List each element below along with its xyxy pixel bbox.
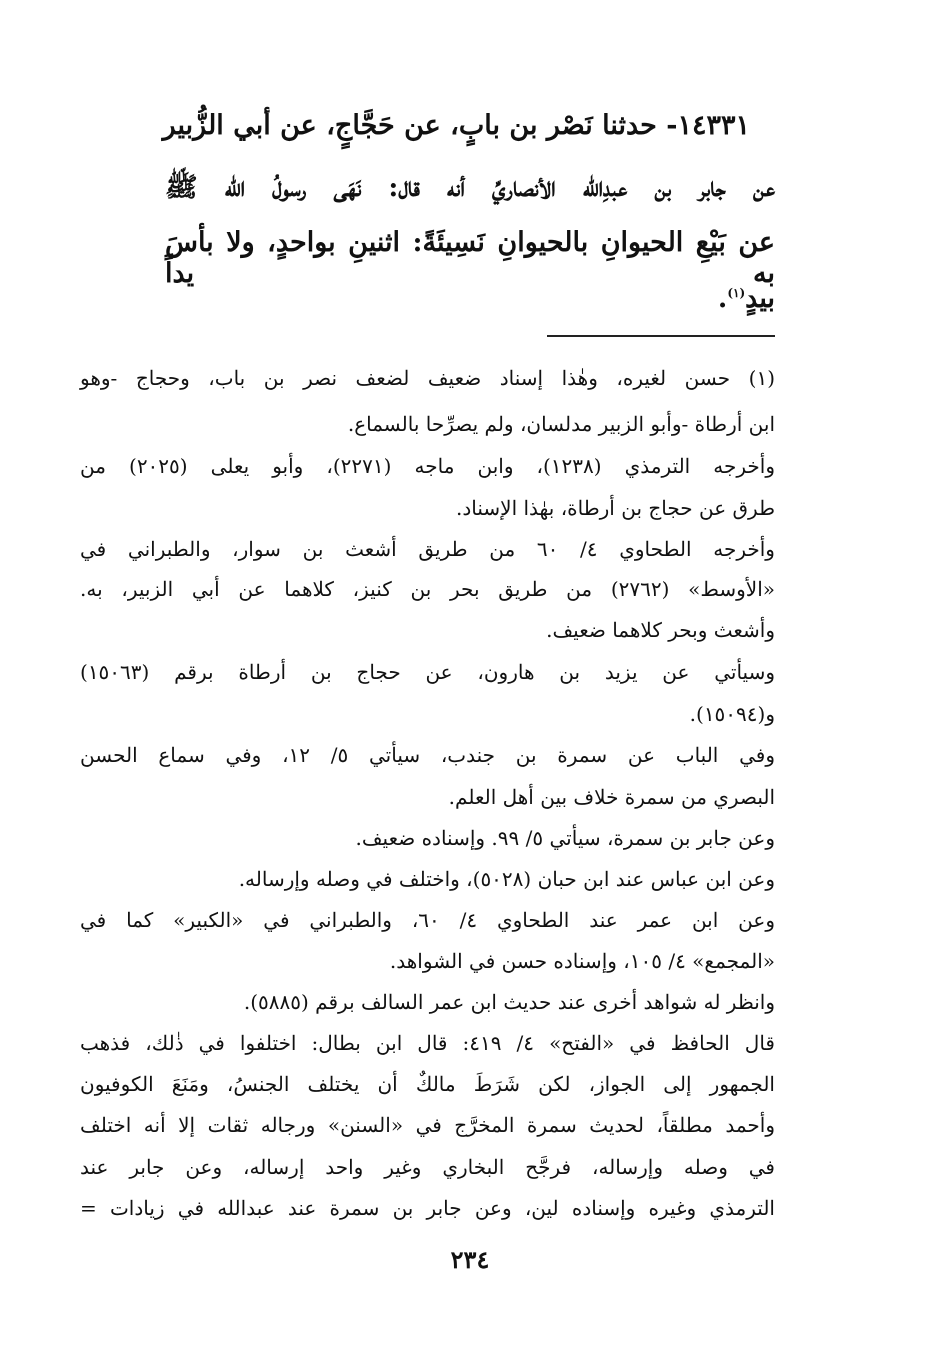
hadith-line-2: عن جابر بن عبدِالله الأنصاريِّ أنه قال: نَهَى رسولُ الله ﷺ [165,172,775,203]
footnote-line-14: وعن ابن عمر عند الطحاوي ٤/ ٦٠، والطبراني في «الكبير» كما في [80,908,775,932]
footnote-line-8: وسيأتي عن يزيد بن هارون، عن حجاج بن أرطاة برقم (١٥٠٦٣) [80,660,775,684]
footnote-line-4: طرق عن حجاج بن أرطاة، بهٰذا الإسناد. [456,496,775,520]
hadith-line-3: عن بَيْعِ الحيوانِ بالحيوانِ نَسِيئَةً: اثنينِ بواحدٍ، ولا بأسَ به يداً [165,227,775,289]
footnote-line-5: وأخرجه الطحاوي ٤/ ٦٠ من طريق أشعث بن سوار، والطبراني في [80,537,775,561]
footnote-line-11: البصري من سمرة خلاف بين أهل العلم. [448,785,775,809]
footnote-line-20: في وصله وإرساله، فرجَّح البخاري وغير واحد إرساله، وعن جابر عند [80,1155,775,1179]
footnote-line-19: وأحمد مطلقاً، لحديث سمرة المخرَّج في «السنن» ورجاله ثقات إلا أنه اختلف [80,1113,775,1137]
footnote-line-9: و(١٥٠٩٤). [689,702,775,726]
footnote-line-2: ابن أرطاة -وأبو الزبير مدلسان، ولم يصرِّحا بالسماع. [347,412,775,436]
footnote-line-21: الترمذي وغيره وإسناده لين، وعن جابر بن سمرة عند عبدالله في زيادات = [80,1196,775,1220]
footnote-line-12: وعن جابر بن سمرة، سيأتي ٥/ ٩٩. وإسناده ضعيف. [355,826,775,850]
hadith-line-1: ١٤٣٣١- حدثنا نَصْر بن بابٍ، عن حَجَّاجٍ، عن أبي الزُّبير [162,110,750,141]
hadith-line-4-text: بيدٍ [745,283,775,314]
footnote-line-18: الجمهور إلى الجواز، لكن شَرَطَ مالكٌ أن يختلف الجنسُ، ومَنَعَ الكوفيون [80,1072,775,1096]
footnote-line-13: وعن ابن عباس عند ابن حبان (٥٠٢٨)، واختلف في وصله وإرساله. [238,867,775,891]
footnote-separator [547,335,775,337]
page-number: ٢٣٤ [450,1245,490,1274]
footnote-line-6: «الأوسط» (٢٧٦٢) من طريق بحر بن كنيز، كلاهما عن أبي الزبير، به. [80,577,775,601]
hadith-end-period: . [717,283,728,314]
footnote-line-3: وأخرجه الترمذي (١٢٣٨)، وابن ماجه (٢٢٧١)، وأبو يعلى (٢٠٢٥) من [80,454,775,478]
footnote-line-17: قال الحافظ في «الفتح» ٤/ ٤١٩: قال ابن بطال: اختلفوا في ذٰلك، فذهب [80,1031,775,1055]
footnote-marker: (١) [727,286,746,300]
footnote-line-15: «المجمع» ٤/ ١٠٥، وإسناده حسن في الشواهد. [389,949,775,973]
footnote-line-1: (١) حسن لغيره، وهٰذا إسناد ضعيف لضعف نصر بن باب، وحجاج -وهو [80,366,775,390]
footnote-line-16: وانظر له شواهد أخرى عند حديث ابن عمر السالف برقم (٥٨٨٥). [243,990,775,1014]
hadith-line-4 [718,283,775,314]
footnote-line-7: وأشعث وبحر كلاهما ضعيف. [546,618,775,642]
footnote-line-10: وفي الباب عن سمرة بن جندب، سيأتي ٥/ ١٢، وفي سماع الحسن [80,743,775,767]
